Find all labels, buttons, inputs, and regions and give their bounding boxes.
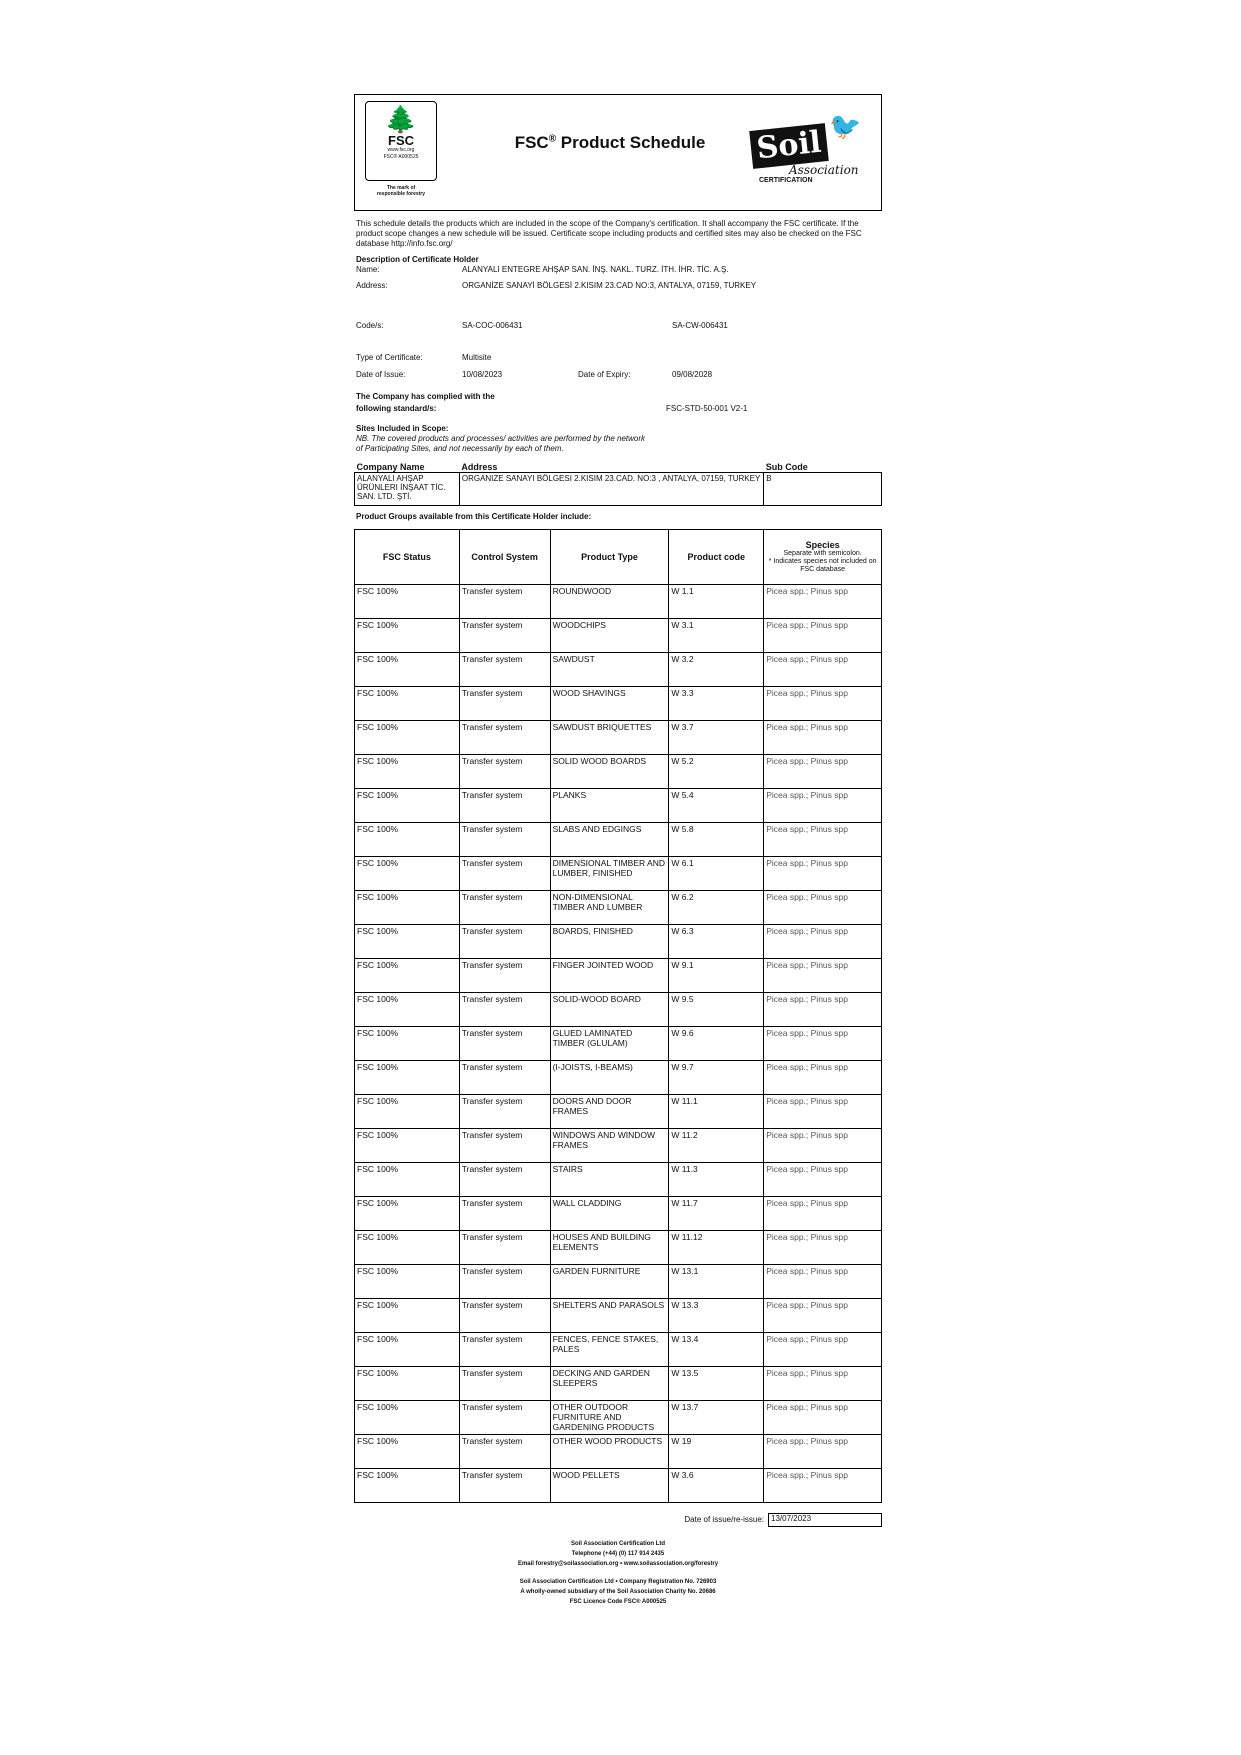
issue-label: Date of Issue:	[356, 370, 406, 379]
row-control-system: Transfer system	[459, 857, 550, 891]
row-species: Picea spp.; Pinus spp	[764, 585, 882, 619]
row-control-system: Transfer system	[459, 1265, 550, 1299]
row-product-type: SOLID-WOOD BOARD	[550, 993, 669, 1027]
row-fsc-status: FSC 100%	[355, 1435, 460, 1469]
certificate-type: Multisite	[462, 353, 492, 362]
sites-note-2: of Participating Sites, and not necessarily by each of them.	[356, 444, 564, 453]
row-fsc-status: FSC 100%	[355, 1299, 460, 1333]
row-fsc-status: FSC 100%	[355, 823, 460, 857]
row-fsc-status: FSC 100%	[355, 585, 460, 619]
standard-label-1: The Company has complied with the	[356, 392, 495, 401]
row-product-type: NON-DIMENSIONAL TIMBER AND LUMBER	[550, 891, 669, 925]
table-row	[355, 1197, 882, 1231]
table-row	[355, 687, 882, 721]
row-control-system: Transfer system	[459, 1129, 550, 1163]
table-row	[355, 1231, 882, 1265]
row-product-code: W 9.1	[669, 959, 764, 993]
soil-logo-word: Soil	[749, 123, 829, 169]
row-control-system: Transfer system	[459, 925, 550, 959]
table-row	[355, 857, 882, 891]
row-species: Picea spp.; Pinus spp	[764, 857, 882, 891]
row-product-type: OTHER OUTDOOR FURNITURE AND GARDENING PRODUCTS	[550, 1401, 669, 1435]
row-species: Picea spp.; Pinus spp	[764, 1163, 882, 1197]
row-species: Picea spp.; Pinus spp	[764, 1435, 882, 1469]
expiry-label: Date of Expiry:	[578, 370, 631, 379]
row-control-system: Transfer system	[459, 1095, 550, 1129]
row-product-code: W 3.1	[669, 619, 764, 653]
row-product-type: HOUSES AND BUILDING ELEMENTS	[550, 1231, 669, 1265]
row-control-system: Transfer system	[459, 1401, 550, 1435]
row-fsc-status: FSC 100%	[355, 1027, 460, 1061]
row-species: Picea spp.; Pinus spp	[764, 789, 882, 823]
table-row	[355, 925, 882, 959]
col-product-type: Product Type	[550, 530, 669, 585]
certificate-page	[354, 94, 882, 1607]
row-fsc-status: FSC 100%	[355, 891, 460, 925]
row-product-type: STAIRS	[550, 1163, 669, 1197]
row-product-type: SAWDUST	[550, 653, 669, 687]
holder-address: ORGANİZE SANAYİ BÖLGESİ 2.KISIM 23.CAD NO:3, ANTALYA, 07159, TURKEY	[462, 281, 757, 290]
table-row	[355, 959, 882, 993]
row-fsc-status: FSC 100%	[355, 1163, 460, 1197]
sites-table	[354, 462, 882, 506]
row-species: Picea spp.; Pinus spp	[764, 1027, 882, 1061]
col-fsc-status: FSC Status	[355, 530, 460, 585]
footer-line: Soil Association Certification Ltd	[570, 1541, 666, 1547]
bird-icon: 🐦	[829, 111, 862, 141]
row-product-code: W 13.1	[669, 1265, 764, 1299]
type-label: Type of Certificate:	[356, 353, 423, 362]
row-product-code: W 6.1	[669, 857, 764, 891]
row-species: Picea spp.; Pinus spp	[764, 925, 882, 959]
row-species: Picea spp.; Pinus spp	[764, 959, 882, 993]
species-header-sub-1: Separate with semicolon.	[783, 550, 862, 557]
fsc-logo-code: FSC® A000525	[383, 154, 419, 160]
type-row	[354, 353, 882, 365]
row-product-code: W 11.1	[669, 1095, 764, 1129]
row-product-type: WALL CLADDING	[550, 1197, 669, 1231]
row-product-type: FINGER JOINTED WOOD	[550, 959, 669, 993]
row-product-type: (I-JOISTS, I-BEAMS)	[550, 1061, 669, 1095]
row-fsc-status: FSC 100%	[355, 1061, 460, 1095]
row-control-system: Transfer system	[459, 959, 550, 993]
table-row	[355, 1435, 882, 1469]
row-product-type: WINDOWS AND WINDOW FRAMES	[550, 1129, 669, 1163]
row-fsc-status: FSC 100%	[355, 857, 460, 891]
row-product-code: W 13.5	[669, 1367, 764, 1401]
table-row	[355, 721, 882, 755]
table-row	[355, 1299, 882, 1333]
fsc-mark-line-1: The mark of	[386, 185, 416, 191]
footer-line: Soil Association Certification Ltd • Company Registration No. 726903	[519, 1579, 717, 1585]
row-product-code: W 5.8	[669, 823, 764, 857]
codes-label: Code/s:	[356, 321, 384, 330]
row-control-system: Transfer system	[459, 1333, 550, 1367]
row-product-type: PLANKS	[550, 789, 669, 823]
cw-code: SA-CW-006431	[672, 321, 728, 330]
row-species: Picea spp.; Pinus spp	[764, 1469, 882, 1503]
row-product-code: W 3.3	[669, 687, 764, 721]
reissue-label: Date of issue/re-issue:	[684, 1515, 764, 1524]
footer-line: Telephone (+44) (0) 117 914 2435	[571, 1551, 665, 1557]
row-product-code: W 9.6	[669, 1027, 764, 1061]
row-product-code: W 3.6	[669, 1469, 764, 1503]
product-groups-heading: Product Groups available from this Certificate Holder include:	[356, 512, 592, 521]
row-species: Picea spp.; Pinus spp	[764, 721, 882, 755]
row-species: Picea spp.; Pinus spp	[764, 823, 882, 857]
row-product-code: W 9.5	[669, 993, 764, 1027]
table-row	[355, 1265, 882, 1299]
table-row	[355, 1367, 882, 1401]
row-control-system: Transfer system	[459, 687, 550, 721]
row-fsc-status: FSC 100%	[355, 925, 460, 959]
name-label: Name:	[356, 265, 380, 274]
table-row	[355, 1163, 882, 1197]
soil-logo-association: Association	[789, 163, 859, 177]
row-product-type: SHELTERS AND PARASOLS	[550, 1299, 669, 1333]
col-product-code: Product code	[669, 530, 764, 585]
row-fsc-status: FSC 100%	[355, 1197, 460, 1231]
row-product-type: BOARDS, FINISHED	[550, 925, 669, 959]
table-row	[355, 993, 882, 1027]
row-fsc-status: FSC 100%	[355, 653, 460, 687]
row-product-type: ROUNDWOOD	[550, 585, 669, 619]
coc-code: SA-COC-006431	[462, 321, 523, 330]
sites-note-1: NB. The covered products and processes/ activities are performed by the network	[356, 434, 646, 443]
col-species	[764, 530, 882, 585]
row-product-type: SAWDUST BRIQUETTES	[550, 721, 669, 755]
row-product-type: SOLID WOOD BOARDS	[550, 755, 669, 789]
row-control-system: Transfer system	[459, 789, 550, 823]
sites-col-company: Company Name	[356, 462, 425, 472]
site-subcode: B	[764, 473, 882, 506]
table-row	[355, 891, 882, 925]
row-fsc-status: FSC 100%	[355, 959, 460, 993]
standard-row-2	[354, 404, 882, 416]
table-row	[355, 1469, 882, 1503]
address-label: Address:	[356, 281, 388, 290]
table-row	[355, 1061, 882, 1095]
page-title	[495, 133, 725, 153]
sites-heading: Sites Included in Scope:	[356, 424, 449, 433]
row-product-type: SLABS AND EDGINGS	[550, 823, 669, 857]
issue-date: 10/08/2023	[462, 370, 503, 379]
row-control-system: Transfer system	[459, 1435, 550, 1469]
table-row	[355, 619, 882, 653]
row-control-system: Transfer system	[459, 823, 550, 857]
row-product-code: W 9.7	[669, 1061, 764, 1095]
title-suffix: Product Schedule	[556, 133, 706, 152]
soil-logo-certification: CERTIFICATION	[759, 177, 813, 184]
row-fsc-status: FSC 100%	[355, 1401, 460, 1435]
footer-line: FSC Licence Code FSC® A000525	[569, 1599, 667, 1605]
fsc-logo-url: www.fsc.org	[387, 147, 415, 153]
row-product-code: W 6.2	[669, 891, 764, 925]
row-product-code: W 3.2	[669, 653, 764, 687]
species-header-sub-2: * Indicates species not included on FSC database	[768, 558, 877, 573]
intro-text: This schedule details the products which are included in the scope of the Company's certification. It shall accompany the FSC certificate. If the product scope changes a new schedule will be issued. Certificate scope including products and certified sites may also be checked on the FSC database http://info.fsc.org/	[356, 219, 862, 248]
row-species: Picea spp.; Pinus spp	[764, 1401, 882, 1435]
site-address: ORGANIZE SANAYI BÖLGESI 2.KISIM 23.CAD. NO:3 , ANTALYA, 07159, TURKEY	[459, 473, 763, 506]
row-species: Picea spp.; Pinus spp	[764, 1197, 882, 1231]
tree-check-icon: 🌲	[384, 104, 418, 134]
table-row	[355, 1129, 882, 1163]
row-product-code: W 13.7	[669, 1401, 764, 1435]
row-control-system: Transfer system	[459, 619, 550, 653]
title-fsc: FSC	[514, 133, 549, 152]
registered-mark: ®	[548, 133, 557, 145]
table-row	[355, 789, 882, 823]
row-product-code: W 13.3	[669, 1299, 764, 1333]
dates-row	[354, 370, 882, 382]
row-product-type: DECKING AND GARDEN SLEEPERS	[550, 1367, 669, 1401]
row-product-type: DOORS AND DOOR FRAMES	[550, 1095, 669, 1129]
site-row	[355, 473, 882, 506]
row-product-type: GARDEN FURNITURE	[550, 1265, 669, 1299]
row-product-code: W 6.3	[669, 925, 764, 959]
table-row	[355, 1401, 882, 1435]
header	[354, 94, 882, 211]
row-control-system: Transfer system	[459, 1197, 550, 1231]
species-header-title: Species	[805, 540, 840, 550]
row-product-type: WOODCHIPS	[550, 619, 669, 653]
table-row	[355, 653, 882, 687]
fsc-logo-brand: FSC	[388, 133, 414, 148]
table-row	[355, 1095, 882, 1129]
row-species: Picea spp.; Pinus spp	[764, 653, 882, 687]
row-species: Picea spp.; Pinus spp	[764, 755, 882, 789]
footer	[354, 1539, 882, 1607]
table-row	[355, 1027, 882, 1061]
row-fsc-status: FSC 100%	[355, 619, 460, 653]
site-company: ALANYALI AHŞAP ÜRÜNLERI İNŞAAT TİC. SAN. LTD. ŞTİ.	[355, 473, 460, 506]
row-species: Picea spp.; Pinus spp	[764, 1265, 882, 1299]
row-control-system: Transfer system	[459, 721, 550, 755]
standard-value: FSC-STD-50-001 V2-1	[666, 404, 748, 413]
standard-row-1	[354, 392, 882, 404]
row-product-code: W 19	[669, 1435, 764, 1469]
row-fsc-status: FSC 100%	[355, 721, 460, 755]
row-species: Picea spp.; Pinus spp	[764, 1299, 882, 1333]
row-product-code: W 13.4	[669, 1333, 764, 1367]
product-groups-table	[354, 529, 882, 1503]
row-control-system: Transfer system	[459, 755, 550, 789]
footer-line: Email forestry@soilassociation.org • www.soilassociation.org/forestry	[517, 1561, 719, 1567]
row-product-code: W 5.4	[669, 789, 764, 823]
row-product-type: OTHER WOOD PRODUCTS	[550, 1435, 669, 1469]
table-row	[355, 585, 882, 619]
soil-association-logo	[747, 111, 865, 189]
sites-col-address: Address	[461, 462, 498, 472]
holder-heading: Description of Certificate Holder	[356, 255, 479, 264]
row-product-type: WOOD SHAVINGS	[550, 687, 669, 721]
row-control-system: Transfer system	[459, 1027, 550, 1061]
reissue-date: 13/07/2023	[768, 1513, 882, 1527]
row-product-type: DIMENSIONAL TIMBER AND LUMBER, FINISHED	[550, 857, 669, 891]
row-product-code: W 11.12	[669, 1231, 764, 1265]
row-control-system: Transfer system	[459, 1231, 550, 1265]
table-row	[355, 1333, 882, 1367]
row-fsc-status: FSC 100%	[355, 1333, 460, 1367]
row-product-code: W 5.2	[669, 755, 764, 789]
row-fsc-status: FSC 100%	[355, 755, 460, 789]
row-species: Picea spp.; Pinus spp	[764, 1333, 882, 1367]
row-fsc-status: FSC 100%	[355, 993, 460, 1027]
expiry-date: 09/08/2028	[672, 370, 713, 379]
col-control-system: Control System	[459, 530, 550, 585]
row-species: Picea spp.; Pinus spp	[764, 993, 882, 1027]
row-product-code: W 11.2	[669, 1129, 764, 1163]
row-product-type: FENCES, FENCE STAKES, PALES	[550, 1333, 669, 1367]
row-control-system: Transfer system	[459, 1163, 550, 1197]
fsc-logo	[365, 101, 437, 181]
holder-name-row	[354, 265, 882, 277]
row-fsc-status: FSC 100%	[355, 687, 460, 721]
row-fsc-status: FSC 100%	[355, 1095, 460, 1129]
row-control-system: Transfer system	[459, 1299, 550, 1333]
row-fsc-status: FSC 100%	[355, 1231, 460, 1265]
sites-col-subcode: Sub Code	[765, 462, 808, 472]
row-product-code: W 3.7	[669, 721, 764, 755]
row-species: Picea spp.; Pinus spp	[764, 1367, 882, 1401]
codes-row	[354, 321, 882, 333]
standard-label-2: following standard/s:	[356, 404, 437, 413]
row-species: Picea spp.; Pinus spp	[764, 1231, 882, 1265]
row-control-system: Transfer system	[459, 1367, 550, 1401]
row-product-code: W 11.7	[669, 1197, 764, 1231]
row-species: Picea spp.; Pinus spp	[764, 891, 882, 925]
footer-line	[354, 1569, 882, 1577]
row-control-system: Transfer system	[459, 585, 550, 619]
fsc-mark-line-2: responsible forestry	[376, 191, 426, 197]
row-species: Picea spp.; Pinus spp	[764, 619, 882, 653]
row-control-system: Transfer system	[459, 1061, 550, 1095]
row-fsc-status: FSC 100%	[355, 789, 460, 823]
fsc-mark-text	[363, 185, 439, 197]
row-control-system: Transfer system	[459, 993, 550, 1027]
holder-name: ALANYALI ENTEGRE AHŞAP SAN. İNŞ. NAKL. TURZ. İTH. İHR. TİC. A.Ş.	[462, 265, 729, 274]
table-row	[355, 755, 882, 789]
row-species: Picea spp.; Pinus spp	[764, 687, 882, 721]
row-control-system: Transfer system	[459, 653, 550, 687]
row-product-type: GLUED LAMINATED TIMBER (GLULAM)	[550, 1027, 669, 1061]
row-species: Picea spp.; Pinus spp	[764, 1129, 882, 1163]
row-species: Picea spp.; Pinus spp	[764, 1095, 882, 1129]
table-row	[355, 823, 882, 857]
row-fsc-status: FSC 100%	[355, 1469, 460, 1503]
row-fsc-status: FSC 100%	[355, 1265, 460, 1299]
row-control-system: Transfer system	[459, 1469, 550, 1503]
reissue-row	[354, 1513, 882, 1529]
row-control-system: Transfer system	[459, 891, 550, 925]
row-fsc-status: FSC 100%	[355, 1129, 460, 1163]
row-product-code: W 11.3	[669, 1163, 764, 1197]
footer-line: A wholly-owned subsidiary of the Soil Association Charity No. 20686	[520, 1589, 716, 1595]
row-species: Picea spp.; Pinus spp	[764, 1061, 882, 1095]
row-product-code: W 1.1	[669, 585, 764, 619]
holder-address-row	[354, 281, 882, 293]
row-fsc-status: FSC 100%	[355, 1367, 460, 1401]
row-product-type: WOOD PELLETS	[550, 1469, 669, 1503]
